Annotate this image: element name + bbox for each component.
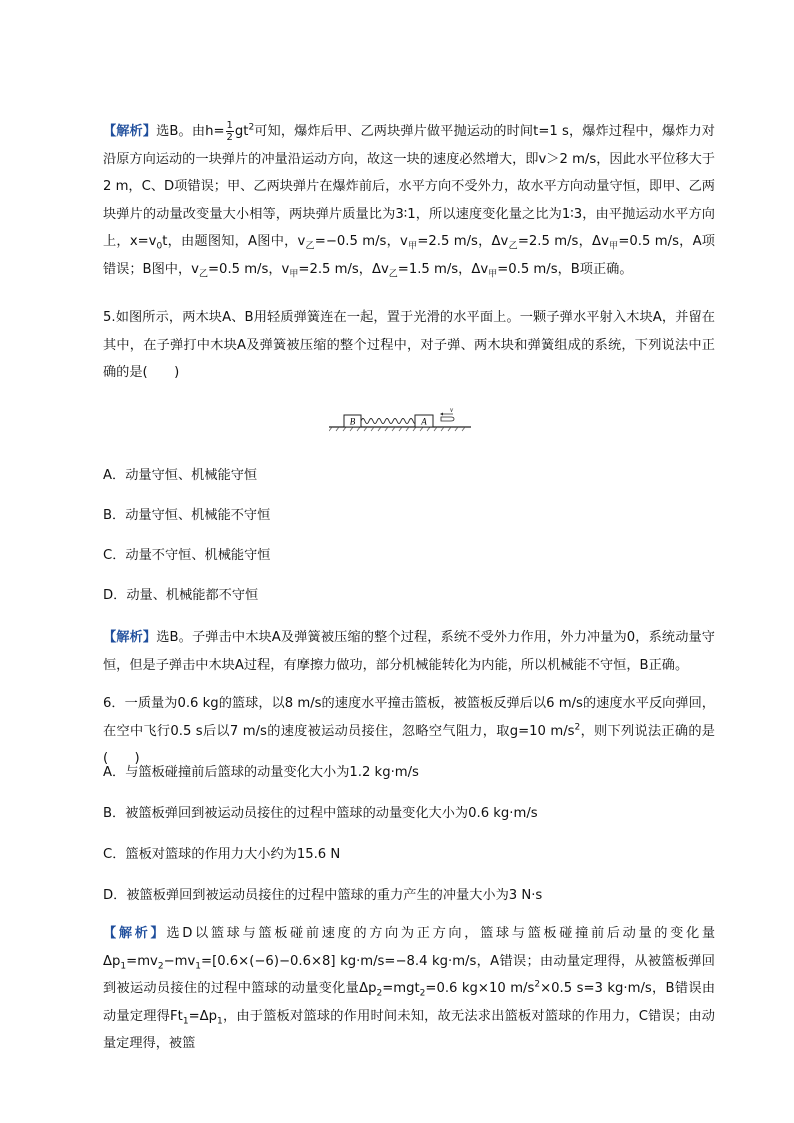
q6-analysis xyxy=(103,920,715,1058)
question-6-stem xyxy=(103,690,715,773)
subscript: 甲 xyxy=(488,269,498,280)
question-5-stem: 5.如图所示，两木块A、B用轻质弹簧连在一起，置于光滑的水平面上。一颗子弹水平射入木块A，并留在其中，在子弹打中木块A及弹簧被压缩的整个过程中，对子弹、两木块和弹簧组成的系统，下列说法中正确的是( ) xyxy=(103,310,715,380)
bullet xyxy=(441,417,454,421)
q6-option-c: C．篮板对篮球的作用力大小约为15.6 N xyxy=(103,847,341,862)
subscript: 1 xyxy=(195,961,202,972)
text: 可知，爆炸后甲、乙两块弹片做平抛运动的时间t=1 s，爆炸过程中，爆炸力对沿原方向运动的一块弹片的冲量沿运动方向，故这一块的速度必然增大，即v＞2 m/s，因此水平位移大于2 m，C、D项错误；甲、乙两块弹片在爆炸前后，水平方向不受外力，故水平方向动量守恒，即甲、乙两块弹片的动量改变量大小相等，两块弹片质量比为3∶1，所以速度变化量之比为1∶3，由平抛运动水平方向上，x=v xyxy=(103,124,715,249)
analysis-tag: 【解析】 xyxy=(103,124,157,139)
text: =2.5 m/s，Δv xyxy=(298,261,389,277)
subscript: 乙 xyxy=(508,241,518,252)
text: =mv xyxy=(126,953,158,969)
text: =0.5 m/s，A项错误；B图中，v xyxy=(103,234,715,277)
subscript: 1 xyxy=(217,1016,223,1027)
text: =−0.5 m/s，v xyxy=(314,234,408,249)
subscript: 乙 xyxy=(198,269,208,280)
text: 选B。子弹击中木块A及弹簧被压缩的整个过程，系统不受外力作用，外力冲量为0，系统动量守恒，但是子弹击中木块A过程，有摩擦力做功，部分机械能转化为内能，所以机械能不守恒，B正确。 xyxy=(103,630,715,673)
text: =0.5 m/s，v xyxy=(208,261,290,277)
subscript: 乙 xyxy=(305,241,315,252)
subscript: 2 xyxy=(376,988,383,999)
subscript: 1 xyxy=(182,1016,189,1027)
superscript: 2 xyxy=(534,979,541,990)
text: 选D以篮球与篮板碰前速度的方向为正方向，篮球与篮板碰撞前后动量的变化量Δp xyxy=(103,926,716,969)
q5-option-c: C．动量不守恒、机械能守恒 xyxy=(103,548,271,563)
analysis-tag: 【解析】 xyxy=(103,926,167,941)
text: gt xyxy=(234,124,249,139)
text: =mgt xyxy=(382,981,420,996)
subscript: 甲 xyxy=(289,269,299,280)
text: t，由题图知，A图中，v xyxy=(162,234,306,249)
fraction-numerator: 1 xyxy=(226,119,233,131)
velocity-label: v xyxy=(450,406,454,414)
q5-option-d: D．动量、机械能都不守恒 xyxy=(103,588,259,603)
velocity-arrowhead xyxy=(440,413,443,416)
analysis-tag: 【解析】 xyxy=(103,630,157,645)
text: ，由于篮板对篮球的作用时间未知，故无法求出篮板对篮球的作用力，C错误；由动量定理得，被篮 xyxy=(103,1008,715,1051)
superscript: 2 xyxy=(248,122,255,133)
fraction-denominator: 2 xyxy=(226,131,233,143)
fraction xyxy=(226,120,234,143)
superscript: 2 xyxy=(574,722,581,733)
text: =0.5 m/s，B项正确。 xyxy=(497,261,633,277)
text: 选B。由h= xyxy=(156,124,225,139)
text: =2.5 m/s，Δv xyxy=(417,234,509,249)
q5-analysis xyxy=(103,624,715,679)
analysis-paragraph-1 xyxy=(103,118,715,283)
spring-blocks-figure xyxy=(329,405,471,435)
block-a-label: A xyxy=(421,416,427,427)
text: =1.5 m/s，Δv xyxy=(397,261,489,277)
text: ，则下列说法正确的是( ) xyxy=(103,723,715,766)
text: =0.6 kg×10 m/s xyxy=(425,981,535,996)
text: ×0.5 s=3 kg·m/s，B错误由动量定理得Ft xyxy=(103,981,716,1024)
subscript: 甲 xyxy=(608,241,619,252)
q5-option-b: B．动量守恒、机械能不守恒 xyxy=(103,508,271,523)
text: =2.5 m/s，Δv xyxy=(517,234,609,249)
subscript: 2 xyxy=(419,988,426,999)
subscript: 1 xyxy=(120,961,127,972)
subscript: 甲 xyxy=(407,241,418,252)
text: −mv xyxy=(163,953,196,969)
text: 6．一质量为0.6 kg的篮球，以8 m/s的速度水平撞击篮板，被篮板反弹后以6 m/s的速度水平反向弹回，在空中飞行0.5 s后以7 m/s的速度被运动员接住，忽略空气阻力，取g=10 m/s xyxy=(103,696,715,739)
text: =Δp xyxy=(188,1008,218,1024)
q6-option-a: A．与篮板碰撞前后篮球的动量变化大小为1.2 kg·m/s xyxy=(103,765,419,780)
subscript: 2 xyxy=(157,961,164,972)
subscript: 0 xyxy=(156,241,163,252)
subscript: 乙 xyxy=(388,269,398,280)
block-b-label: B xyxy=(349,416,356,427)
q6-option-d: D．被篮板弹回到被运动员接住的过程中篮球的重力产生的冲量大小为3 N·s xyxy=(103,888,543,903)
q5-option-a: A．动量守恒、机械能守恒 xyxy=(103,468,258,483)
q6-option-b: B．被篮板弹回到被运动员接住的过程中篮球的动量变化大小为0.6 kg·m/s xyxy=(103,806,538,821)
ground-hatching xyxy=(329,427,465,431)
text: =[0.6×(−6)−0.6×8] kg·m/s=−8.4 kg·m/s，A错误；由动量定理得，从被篮板弹回到被运动员接住的过程中篮球的动量变化量Δp xyxy=(103,953,715,996)
